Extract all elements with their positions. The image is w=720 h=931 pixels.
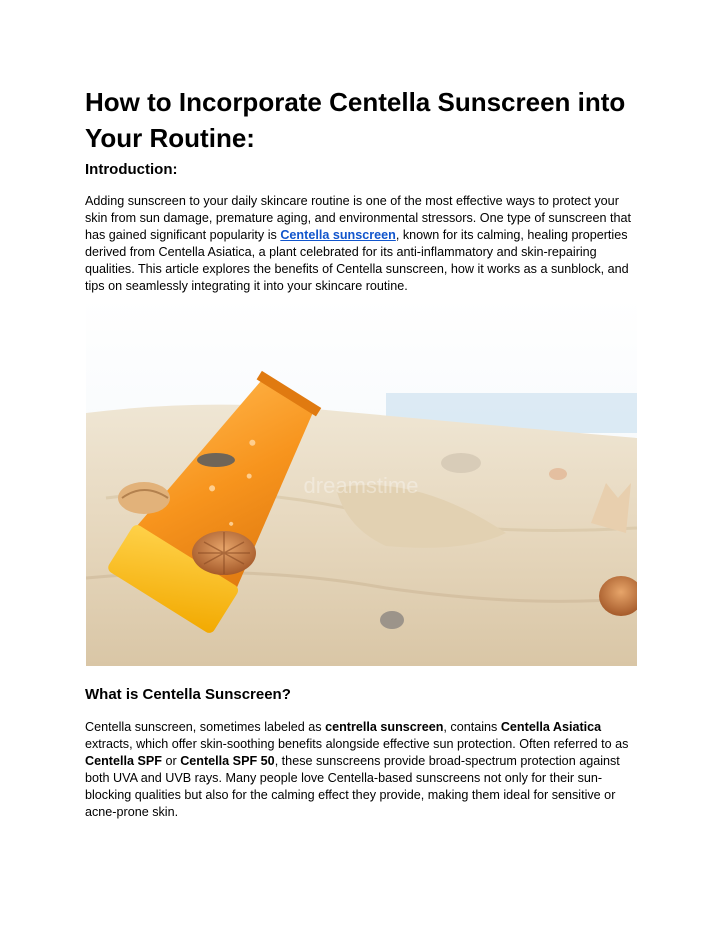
bold-term-centella-asiatica: Centella Asiatica [500, 720, 602, 734]
bold-term-centrella-sunscreen: centrella sunscreen [325, 720, 444, 734]
intro-text-before-link: Adding sunscreen to your daily skincare routine is one of the most effective ways to protect your skin from sun damage, premature aging, and environmental stressors. One type of sunscreen that has gained significant popularity is [85, 194, 632, 242]
intro-text-after-link: , known for its calming, healing properties derived from Centella Asiatica, a plant celebrated for its anti-inflammatory and skin-repairing qualities. This article explores the benefits of Centella sunscreen, how it works as a sunblock, and tips on seamlessly integrating it into your skincare routine. [85, 228, 629, 293]
text-segment: extracts, which offer skin-soothing benefits alongside effective sun protection. Often referred to as [85, 737, 629, 751]
what-is-centella-paragraph [85, 719, 640, 821]
sunscreen-beach-image [86, 298, 637, 666]
introduction-heading: Introduction: [85, 161, 178, 178]
centella-sunscreen-link[interactable]: Centella sunscreen [280, 228, 396, 242]
image-watermark: dreamstime [303, 473, 419, 498]
text-segment: or [161, 754, 181, 768]
text-segment: Centella sunscreen, sometimes labeled as [85, 720, 326, 734]
text-segment: , these sunscreens provide broad-spectrum protection against both UVA and UVB rays. Many people love Centella-based sunscreens not only for their sun-blocking qualities but also for the calming effect they provide, making them ideal for sensitive or acne-prone skin. [85, 754, 620, 819]
bold-term-centella-spf-50: Centella SPF 50 [180, 754, 275, 768]
what-is-centella-heading: What is Centella Sunscreen? [85, 686, 291, 703]
bold-term-centella-spf: Centella SPF [85, 754, 162, 768]
page-title: How to Incorporate Centella Sunscreen into Your Routine: [85, 87, 626, 153]
introduction-paragraph [85, 193, 640, 295]
text-segment: , contains [443, 720, 501, 734]
